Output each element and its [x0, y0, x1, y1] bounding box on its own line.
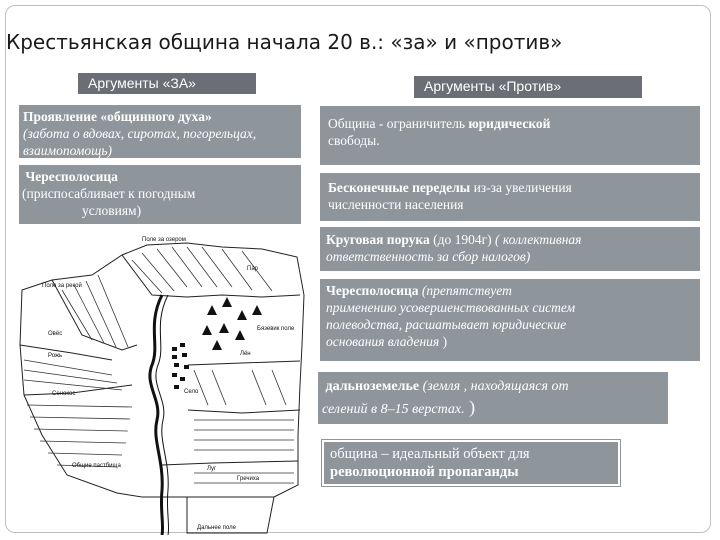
slide-title: Крестьянская община начала 20 в.: «за» и «против»	[6, 30, 563, 54]
for-arg-1-italic: (забота о вдовах, сиротах, погорельцах, взаимопомощь)	[23, 126, 257, 158]
against-arg-4-line2: применению усовершенствованных систем	[326, 300, 576, 315]
against-arg-4-bold: Чересполосица	[326, 283, 419, 298]
against-arg-4-line3: полеводства, расшатывает юридические	[326, 317, 567, 332]
against-arg-1-text: Община - ограничитель	[328, 116, 469, 131]
against-arg-strip-farming	[320, 279, 700, 361]
map-label-lanes: Бязевик поле	[257, 326, 295, 332]
against-arg-mutual-liability	[320, 227, 700, 271]
for-arg-2-line3: условиям)	[82, 203, 142, 218]
against-arg-5-italic: (земля , находящаяся от	[419, 379, 569, 394]
header-against: Аргументы «Против»	[414, 76, 642, 98]
against-arg-4-line4: основания владения	[326, 334, 440, 349]
map-label-oats: Овёс	[48, 331, 63, 337]
against-arg-3-italic: ( коллективная	[495, 232, 582, 247]
against-arg-4-tail: )	[439, 334, 448, 349]
map-label-pasture: Общие пастбища	[72, 463, 121, 469]
against-arg-legal-freedom	[320, 106, 700, 165]
map-label-rye: Рожь	[48, 353, 63, 359]
against-arg-2-bold: Бесконечные переделы	[328, 180, 471, 195]
for-arg-communal-spirit	[19, 105, 301, 158]
for-arg-2-bold: Чересполосица	[25, 169, 118, 184]
against-arg-distant-land	[318, 372, 668, 424]
against-arg-1-bold: юридической	[468, 116, 551, 131]
map-label-fallow: Пар	[247, 266, 258, 272]
against-arg-5-line2: селений в 8–15 верстах.	[322, 402, 465, 417]
map-label-flax: Лён	[240, 351, 251, 357]
against-arg-2-line2: численности населения	[328, 197, 464, 212]
against-arg-redistribution	[320, 173, 700, 221]
map-label-buckwheat: Гречиха	[237, 476, 260, 482]
for-arg-strip-farming	[19, 165, 301, 224]
header-for: Аргументы «ЗА»	[78, 73, 256, 94]
village-field-map	[12, 235, 312, 535]
for-arg-1-bold: Проявление «общинного духа»	[23, 109, 212, 124]
against-arg-4-italic: (препятствует	[418, 283, 512, 298]
against-arg-3-line2: ответственность за сбор налогов)	[326, 249, 531, 264]
map-label-field-far: Дальнее поле	[197, 525, 236, 531]
against-arg-3-text: (до 1904г)	[429, 232, 496, 247]
map-label-meadow: Луг	[207, 466, 217, 472]
map-label-village: Село	[184, 389, 199, 395]
for-arg-2-line2: (приспосабливает к погодным	[22, 186, 196, 201]
against-arg-6-line1: община – идеальный объект для	[330, 446, 530, 462]
against-arg-5-bold: дальноземелье	[325, 379, 420, 394]
against-arg-2-text: из-за увеличения	[470, 180, 572, 195]
map-label-hay: Сенокос	[52, 391, 76, 397]
against-arg-5-tail: )	[464, 397, 476, 417]
map-label-field-lake: Поле за озером	[142, 237, 186, 243]
against-arg-6-line2: революционной пропаганды	[330, 464, 519, 480]
against-arg-revolutionary	[322, 440, 620, 486]
map-label-field-river: Поле за рекой	[42, 283, 82, 289]
against-arg-1-line2: свободы.	[328, 133, 380, 148]
against-arg-3-bold: Круговая порука	[326, 232, 430, 247]
